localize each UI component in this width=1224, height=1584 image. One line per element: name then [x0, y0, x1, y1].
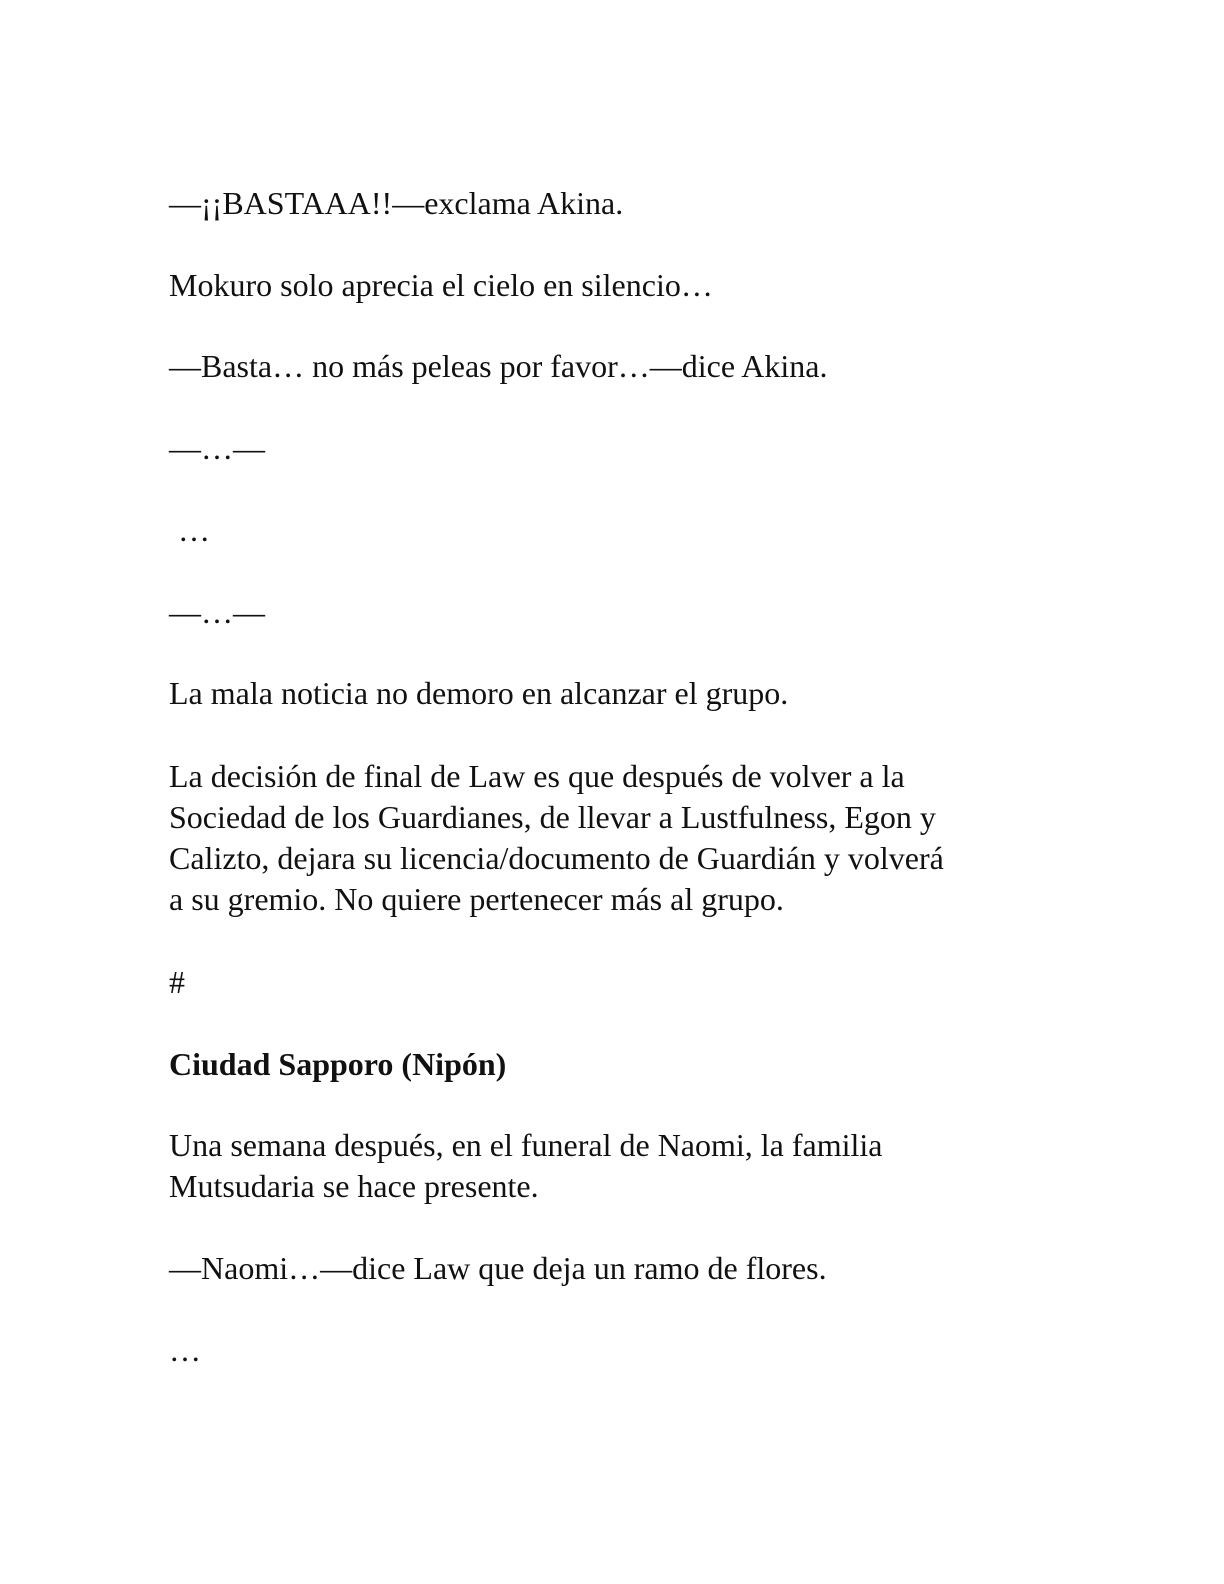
section-heading: [169, 1044, 1049, 1085]
text-line: …: [178, 512, 210, 548]
paragraph-mokuro-cielo: [169, 265, 1049, 306]
paragraph-decision-law: [169, 756, 1049, 920]
text-line: —Naomi…—dice Law que deja un ramo de flores.: [169, 1250, 827, 1286]
paragraph-naomi-flores: [169, 1248, 1049, 1289]
text-line: —Basta… no más peleas por favor…—dice Akina.: [169, 348, 828, 384]
text-line: Una semana después, en el funeral de Naomi, la familia: [169, 1127, 883, 1163]
text-line: —…—: [169, 594, 265, 630]
text-line: Mutsudaria se hace presente.: [169, 1168, 539, 1204]
text-line: Sociedad de los Guardianes, de llevar a Lustfulness, Egon y: [169, 799, 936, 835]
paragraph-funeral: [169, 1125, 1049, 1207]
text-line: La mala noticia no demoro en alcanzar el grupo.: [169, 675, 789, 711]
text-line: La decisión de final de Law es que después de volver a la: [169, 758, 905, 794]
paragraph-mala-noticia: [169, 673, 1049, 714]
text-line: Calizto, dejara su licencia/documento de Guardián y volverá: [169, 840, 944, 876]
paragraph-basta-peleas: [169, 346, 1049, 387]
text-line: —¡¡BASTAAA!!—exclama Akina.: [169, 185, 624, 221]
text-line: …: [169, 1332, 201, 1368]
text-line: Mokuro solo aprecia el cielo en silencio…: [169, 267, 713, 303]
text-line: #: [169, 964, 185, 1000]
heading-text: Ciudad Sapporo (Nipón): [169, 1046, 507, 1082]
text-line: a su gremio. No quiere pertenecer más al grupo.: [169, 881, 784, 917]
section-separator: [169, 962, 1049, 1003]
paragraph-final-ellipsis: [169, 1330, 1049, 1371]
paragraph-basta-exclama: [169, 183, 1049, 224]
paragraph-ellipsis-dialogue-2: [169, 592, 1049, 633]
paragraph-ellipsis: [178, 510, 1058, 551]
paragraph-ellipsis-dialogue-1: [169, 428, 1049, 469]
text-line: —…—: [169, 430, 265, 466]
